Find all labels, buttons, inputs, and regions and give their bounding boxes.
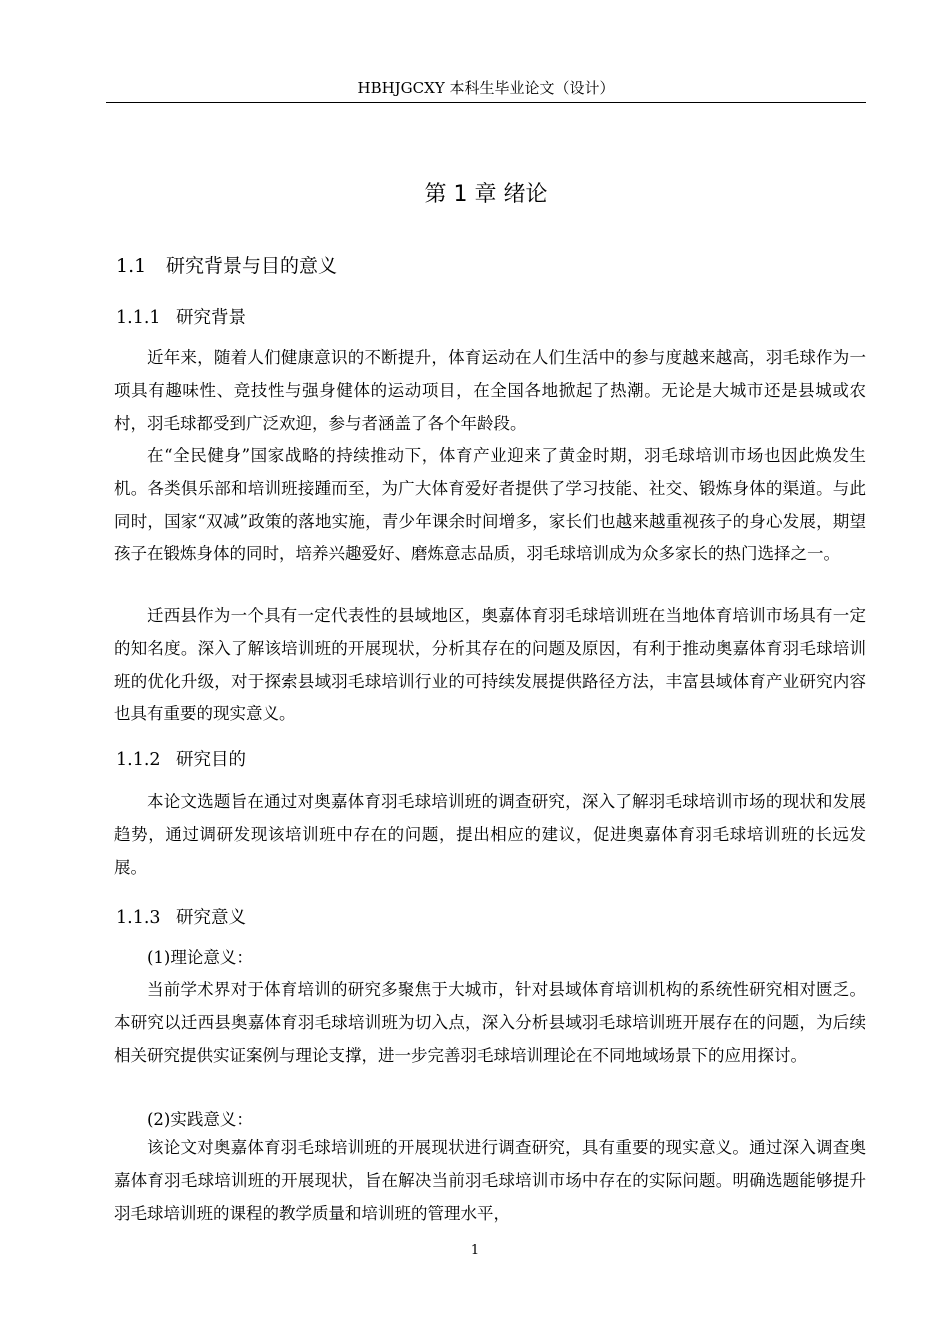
section-heading-1-1 [116,252,337,280]
section-title: 研究背景与目的意义 [166,255,338,277]
chapter-title: 第 1 章 绪论 [424,182,548,207]
paragraph-theory-label: (1)理论意义： [147,948,253,967]
header-rule [106,102,866,103]
paragraph-purpose: 本论文选题旨在通过对奥嘉体育羽毛球培训班的调查研究，深入了解羽毛球培训市场的现状和发展趋势，通过调研发现该培训班中存在的问题，提出相应的建议，促进奥嘉体育羽毛球培训班的长远发展。 [114,792,866,877]
paragraph-theory-significance: 当前学术界对于体育培训的研究多聚焦于大城市，针对县域体育培训机构的系统性研究相对匮乏。本研究以迁西县奥嘉体育羽毛球培训班为切入点，深入分析县域羽毛球培训班开展存在的问题，为后续相关研究提供实证案例与理论支撑，进一步完善羽毛球培训理论在不同地域场景下的应用探讨。 [114,980,866,1065]
paragraph-practice-label: (2)实践意义： [147,1110,253,1129]
section-heading-1-1-2 [116,746,246,774]
paragraph-background-3: 迁西县作为一个具有一定代表性的县域地区，奥嘉体育羽毛球培训班在当地体育培训市场具有一定的知名度。深入了解该培训班的开展现状，分析其存在的问题及原因，有利于推动奥嘉体育羽毛球培训班的优化升级，对于探索县域羽毛球培训行业的可持续发展提供路径方法，丰富县域体育产业研究内容也具有重要的现实意义。 [114,606,866,724]
section-title: 研究背景 [176,308,246,328]
paragraph-background-2: 在“全民健身”国家战略的持续推动下，体育产业迎来了黄金时期，羽毛球培训市场也因此焕发生机。各类俱乐部和培训班接踵而至，为广大体育爱好者提供了学习技能、社交、锻炼身体的渠道。与此同时，国家“双减”政策的落地实施，青少年课余时间增多，家长们也越来越重视孩子的身心发展，期望孩子在锻炼身体的同时，培养兴趣爱好、磨炼意志品质，羽毛球培训成为众多家长的热门选择之一。 [114,446,866,564]
section-number: 1.1.1 [116,308,161,328]
paragraph-background-1: 近年来，随着人们健康意识的不断提升，体育运动在人们生活中的参与度越来越高，羽毛球作为一项具有趣味性、竞技性与强身健体的运动项目，在全国各地掀起了热潮。无论是大城市还是县城或农村，羽毛球都受到广泛欢迎，参与者涵盖了各个年龄段。 [114,348,866,433]
section-heading-1-1-1 [116,304,246,332]
section-heading-1-1-3 [116,904,246,932]
section-number: 1.1 [116,255,147,277]
paragraph-practice-significance: 该论文对奥嘉体育羽毛球培训班的开展现状进行调查研究，具有重要的现实意义。通过深入调查奥嘉体育羽毛球培训班的开展现状，旨在解决当前羽毛球培训市场中存在的实际问题。明确选题能够提升羽毛球培训班的课程的教学质量和培训班的管理水平， [114,1138,866,1223]
running-header: HBHJGCXY 本科生毕业论文（设计） [357,79,615,97]
section-number: 1.1.2 [116,750,161,770]
section-title: 研究目的 [176,750,246,770]
section-number: 1.1.3 [116,908,161,928]
page-number: 1 [470,1243,480,1258]
section-title: 研究意义 [176,908,246,928]
